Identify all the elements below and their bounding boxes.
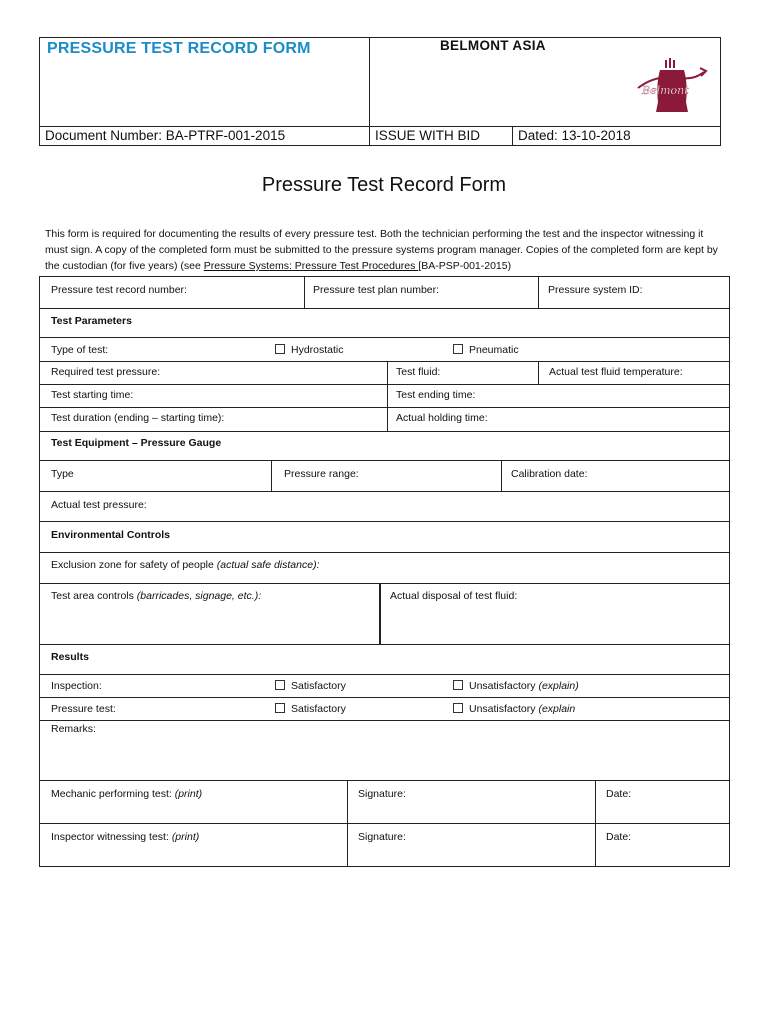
row-actual-pressure xyxy=(40,492,730,522)
procedure-link[interactable]: Pressure Systems: Pressure Test Procedures xyxy=(203,260,419,272)
inspector-label: Inspector witnessing test: xyxy=(51,831,172,843)
issue-status: ISSUE WITH BID xyxy=(370,127,513,145)
explain-note: (explain) xyxy=(538,680,579,692)
row-area-controls xyxy=(40,584,730,645)
type-of-test-label: Type of test: xyxy=(51,344,109,356)
document-title: Pressure Test Record Form xyxy=(261,174,507,196)
row-exclusion-zone xyxy=(40,553,730,584)
issue-date: Dated: 13-10-2018 xyxy=(518,128,631,143)
satisfactory-label: Satisfactory xyxy=(291,703,346,715)
holding-time-field[interactable]: Actual holding time: xyxy=(396,412,488,424)
pneumatic-option[interactable] xyxy=(453,338,519,361)
pressure-unsatisfactory-checkbox[interactable] xyxy=(453,703,463,713)
inspector-print-note: (print) xyxy=(171,831,200,843)
pneumatic-checkbox[interactable] xyxy=(453,344,463,354)
plan-number-field[interactable]: Pressure test plan number: xyxy=(313,284,440,296)
pressure-satisfactory-option[interactable] xyxy=(275,698,346,720)
row-identifiers xyxy=(40,277,730,309)
pressure-test-label: Pressure test: xyxy=(51,703,116,715)
document-number: Document Number: BA-PTRF-001-2015 xyxy=(40,127,370,145)
mechanic-date-field[interactable]: Date: xyxy=(606,788,632,800)
inspection-satisfactory-option[interactable] xyxy=(275,675,346,697)
section-heading: Test Parameters xyxy=(51,315,132,327)
inspector-date-field[interactable]: Date: xyxy=(606,831,632,843)
row-mechanic-signoff xyxy=(40,781,730,824)
row-gauge-details xyxy=(40,461,730,492)
section-test-parameters xyxy=(40,309,730,338)
pressure-satisfactory-checkbox[interactable] xyxy=(275,703,285,713)
start-time-field[interactable]: Test starting time: xyxy=(51,389,134,401)
exclusion-zone-field[interactable] xyxy=(51,553,319,583)
satisfactory-label: Satisfactory xyxy=(291,680,346,692)
hydrostatic-option[interactable] xyxy=(275,338,344,361)
form-title: PRESSURE TEST RECORD FORM xyxy=(47,40,311,57)
section-heading: Results xyxy=(51,651,89,663)
fluid-disposal-field[interactable]: Actual disposal of test fluid: xyxy=(390,590,518,602)
section-environmental-controls xyxy=(40,522,730,553)
row-duration xyxy=(40,408,730,432)
row-type-of-test xyxy=(40,338,730,362)
test-fluid-field[interactable]: Test fluid: xyxy=(396,366,441,378)
intro-text: This form is required for documenting the results of every pressure test. Both the technician performing the test and the inspector witnessing it must sign. A copy of the completed form must be submitted to the pressure systems program manager. Copies of the completed form are kept by the custodian (for five years) (see xyxy=(45,228,718,272)
section-results xyxy=(40,645,730,675)
mechanic-signature-field[interactable]: Signature: xyxy=(358,788,406,800)
unsatisfactory-label: Unsatisfactory xyxy=(469,680,539,692)
intro-reference: [BA-PSP-001-2015) xyxy=(418,260,512,272)
mechanic-name-field[interactable] xyxy=(51,781,202,823)
row-inspector-signoff xyxy=(40,824,730,867)
section-test-equipment xyxy=(40,432,730,461)
section-heading: Test Equipment – Pressure Gauge xyxy=(51,437,222,449)
mechanic-label: Mechanic performing test: xyxy=(51,788,175,800)
row-remarks xyxy=(40,721,730,781)
system-id-field[interactable]: Pressure system ID: xyxy=(548,284,643,296)
inspection-unsatisfactory-checkbox[interactable] xyxy=(453,680,463,690)
actual-pressure-field[interactable]: Actual test pressure: xyxy=(51,499,147,511)
pressure-range-field[interactable]: Pressure range: xyxy=(284,468,359,480)
explain-note: (explain xyxy=(538,703,576,715)
hydrostatic-checkbox[interactable] xyxy=(275,344,285,354)
exclusion-zone-label: Exclusion zone for safety of people xyxy=(51,559,217,571)
fluid-temperature-field[interactable]: Actual test fluid temperature: xyxy=(549,366,683,378)
exclusion-zone-note: (actual safe distance): xyxy=(216,559,320,571)
inspector-signature-field[interactable]: Signature: xyxy=(358,831,406,843)
row-inspection-result xyxy=(40,675,730,698)
calibration-date-field[interactable]: Calibration date: xyxy=(511,468,588,480)
end-time-field[interactable]: Test ending time: xyxy=(396,389,476,401)
header-block xyxy=(39,37,721,146)
mechanic-print-note: (print) xyxy=(174,788,203,800)
duration-field[interactable]: Test duration (ending – starting time): xyxy=(51,412,225,424)
pneumatic-label: Pneumatic xyxy=(469,344,519,356)
remarks-field[interactable]: Remarks: xyxy=(51,723,96,735)
area-controls-label: Test area controls xyxy=(51,590,137,602)
hydrostatic-label: Hydrostatic xyxy=(291,344,344,356)
company-name: BELMONT ASIA xyxy=(440,38,546,53)
record-number-field[interactable]: Pressure test record number: xyxy=(51,284,187,296)
row-pressure-test-result xyxy=(40,698,730,721)
inspection-unsatisfactory-option[interactable] xyxy=(453,675,579,697)
pressure-test-form-table xyxy=(39,276,730,867)
area-controls-note: (barricades, signage, etc.): xyxy=(136,590,262,602)
inspector-name-field[interactable] xyxy=(51,824,199,866)
intro-paragraph xyxy=(45,226,725,274)
unsatisfactory-label: Unsatisfactory xyxy=(469,703,539,715)
row-required-pressure xyxy=(40,362,730,385)
svg-text:Belmont: Belmont xyxy=(642,84,689,97)
area-controls-field[interactable] xyxy=(51,584,261,644)
pressure-unsatisfactory-option[interactable] xyxy=(453,698,575,720)
inspection-label: Inspection: xyxy=(51,680,102,692)
section-heading: Environmental Controls xyxy=(51,529,171,541)
gauge-type-field[interactable]: Type xyxy=(51,468,74,480)
required-pressure-field[interactable]: Required test pressure: xyxy=(51,366,161,378)
inspection-satisfactory-checkbox[interactable] xyxy=(275,680,285,690)
row-test-times xyxy=(40,385,730,408)
belmont-logo-icon xyxy=(636,54,708,116)
